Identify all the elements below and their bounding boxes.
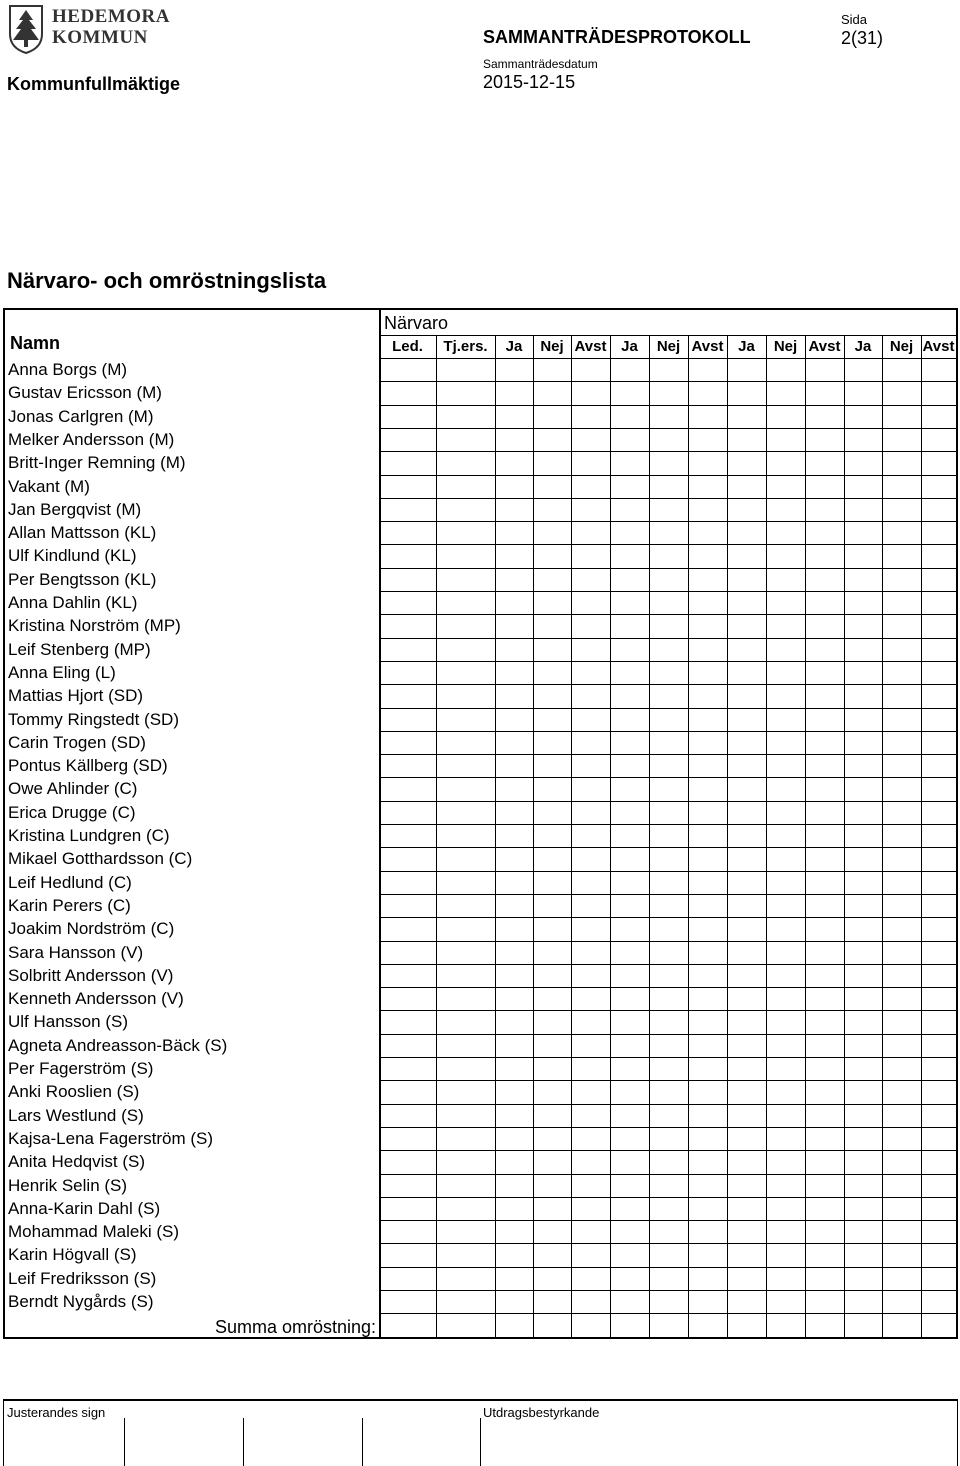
row-divider: [379, 405, 956, 406]
row-divider: [379, 1220, 956, 1221]
column-divider: [805, 335, 806, 1337]
column-header: Ja: [738, 338, 755, 355]
column-header: Avst: [808, 338, 841, 355]
row-divider: [379, 731, 956, 732]
row-divider: [379, 1174, 956, 1175]
member-name: Jonas Carlgren (M): [8, 406, 154, 426]
member-name: Sara Hansson (V): [8, 942, 144, 962]
member-name: Tommy Ringstedt (SD): [8, 709, 179, 729]
member-name: Vakant (M): [8, 476, 90, 496]
member-name: Jan Bergqvist (M): [8, 499, 142, 519]
member-name: Karin Högvall (S): [8, 1245, 137, 1265]
row-divider: [379, 917, 956, 918]
row-divider: [379, 708, 956, 709]
member-name: Pontus Källberg (SD): [8, 756, 168, 776]
header-divider: [379, 335, 956, 336]
row-divider: [379, 568, 956, 569]
member-name: Henrik Selin (S): [8, 1175, 128, 1195]
member-name: Britt-Inger Remning (M): [8, 453, 186, 473]
row-divider: [379, 1267, 956, 1268]
summa-label: Summa omröstning:: [215, 1317, 377, 1337]
member-name: Kristina Norström (MP): [8, 616, 181, 636]
column-divider: [727, 335, 728, 1337]
row-divider: [379, 964, 956, 965]
row-divider: [379, 451, 956, 452]
row-divider: [379, 1150, 956, 1151]
row-divider: [379, 1010, 956, 1011]
signature-box-divider: [124, 1418, 125, 1466]
row-divider: [379, 614, 956, 615]
column-header: Nej: [656, 338, 681, 355]
member-name: Karin Perers (C): [8, 895, 131, 915]
row-divider: [379, 544, 956, 545]
name-column-header: Namn: [10, 333, 61, 353]
member-name: Anna Eling (L): [8, 662, 116, 682]
row-divider: [379, 941, 956, 942]
column-divider: [533, 335, 534, 1337]
member-name: Anna-Karin Dahl (S): [8, 1198, 161, 1218]
row-divider: [379, 871, 956, 872]
row-divider: [379, 1197, 956, 1198]
member-name: Ulf Kindlund (KL): [8, 546, 137, 566]
member-name: Mikael Gotthardsson (C): [8, 849, 193, 869]
signature-box-divider: [480, 1418, 481, 1466]
column-header: Ja: [505, 338, 523, 355]
row-divider: [379, 1313, 956, 1314]
column-divider: [882, 335, 883, 1337]
date-value: 2015-12-15: [483, 72, 576, 92]
list-title: Närvaro- och omröstningslista: [7, 268, 327, 293]
date-label: Sammanträdesdatum: [483, 57, 598, 71]
member-name: Kristina Lundgren (C): [8, 826, 170, 845]
row-divider: [379, 987, 956, 988]
column-divider: [610, 335, 611, 1337]
attendance-voting-table: [3, 308, 958, 1339]
member-name: Per Fagerström (S): [8, 1059, 154, 1078]
row-divider: [379, 638, 956, 639]
member-name: Gustav Ericsson (M): [8, 383, 162, 403]
attest-label: Utdragsbestyrkande: [483, 1405, 600, 1420]
member-name: Erica Drugge (C): [8, 802, 136, 822]
row-divider: [379, 777, 956, 778]
column-divider: [649, 335, 650, 1337]
column-header: Ja: [621, 338, 638, 355]
column-header: Tj.ers.: [443, 338, 488, 355]
row-divider: [379, 801, 956, 802]
column-divider: [844, 335, 845, 1337]
row-divider: [379, 1080, 956, 1081]
member-name: Anki Rooslien (S): [8, 1082, 140, 1102]
narvaro-header: Närvaro: [384, 313, 449, 333]
member-name: Lars Westlund (S): [8, 1105, 144, 1125]
signature-box-divider: [243, 1418, 244, 1466]
row-divider: [379, 661, 956, 662]
member-name: Owe Ahlinder (C): [8, 779, 138, 799]
body-name: Kommunfullmäktige: [7, 74, 181, 94]
column-header: Nej: [773, 338, 798, 355]
row-divider: [379, 358, 956, 359]
column-header: Avst: [574, 338, 607, 355]
column-divider: [495, 335, 496, 1337]
member-name: Melker Andersson (M): [8, 429, 175, 449]
column-header: Ja: [854, 338, 872, 355]
row-divider: [379, 1057, 956, 1058]
member-name: Anita Hedqvist (S): [8, 1152, 145, 1172]
row-divider: [379, 1034, 956, 1035]
signature-box-divider: [362, 1418, 363, 1466]
column-header: Nej: [540, 338, 564, 355]
member-name: Anna Borgs (M): [8, 360, 128, 379]
member-name: Carin Trogen (SD): [8, 732, 146, 752]
row-divider: [379, 1104, 956, 1105]
member-name: Leif Fredriksson (S): [8, 1268, 157, 1288]
row-divider: [379, 498, 956, 499]
member-name: Ulf Hansson (S): [8, 1012, 128, 1032]
document-title: SAMMANTRÄDESPROTOKOLL: [483, 27, 751, 47]
member-name: Joakim Nordström (C): [8, 919, 175, 939]
page-number: 2(31): [841, 28, 884, 48]
member-name: Per Bengtsson (KL): [8, 569, 157, 589]
tree-emblem-icon: [6, 4, 46, 54]
row-divider: [379, 894, 956, 895]
member-name: Mattias Hjort (SD): [8, 686, 144, 706]
column-divider: [571, 335, 572, 1337]
member-name: Kenneth Andersson (V): [8, 989, 184, 1009]
member-name: Anna Dahlin (KL): [8, 593, 138, 612]
member-name: Agneta Andreasson-Bäck (S): [8, 1035, 228, 1055]
column-divider: [436, 335, 437, 1337]
org-name: [52, 6, 170, 48]
member-name: Leif Stenberg (MP): [8, 639, 151, 659]
column-divider: [921, 335, 922, 1337]
row-divider: [379, 521, 956, 522]
member-name: Allan Mattsson (KL): [8, 523, 157, 543]
row-divider: [379, 824, 956, 825]
member-name: Berndt Nygårds (S): [8, 1292, 154, 1311]
sign-label: Justerandes sign: [7, 1405, 106, 1420]
org-name-line2: KOMMUN: [52, 27, 148, 48]
member-name: Kajsa-Lena Fagerström (S): [8, 1128, 214, 1148]
row-divider: [379, 428, 956, 429]
row-divider: [379, 684, 956, 685]
column-divider: [688, 335, 689, 1337]
row-divider: [379, 847, 956, 848]
member-name: Mohammad Maleki (S): [8, 1222, 179, 1242]
row-divider: [379, 1127, 956, 1128]
column-header: Avst: [691, 338, 724, 355]
member-name: Leif Hedlund (C): [8, 872, 132, 892]
row-divider: [379, 1290, 956, 1291]
row-divider: [379, 1243, 956, 1244]
column-header: Nej: [889, 338, 914, 355]
row-divider: [379, 591, 956, 592]
row-divider: [379, 475, 956, 476]
row-divider: [379, 754, 956, 755]
row-divider: [379, 381, 956, 382]
page-label: Sida: [841, 12, 868, 27]
column-header: Led.: [392, 338, 423, 355]
signature-footer: [3, 1399, 958, 1466]
member-name: Solbritt Andersson (V): [8, 965, 174, 985]
column-divider: [766, 335, 767, 1337]
column-header: Avst: [922, 338, 955, 355]
org-name-line1: HEDEMORA: [52, 6, 170, 27]
